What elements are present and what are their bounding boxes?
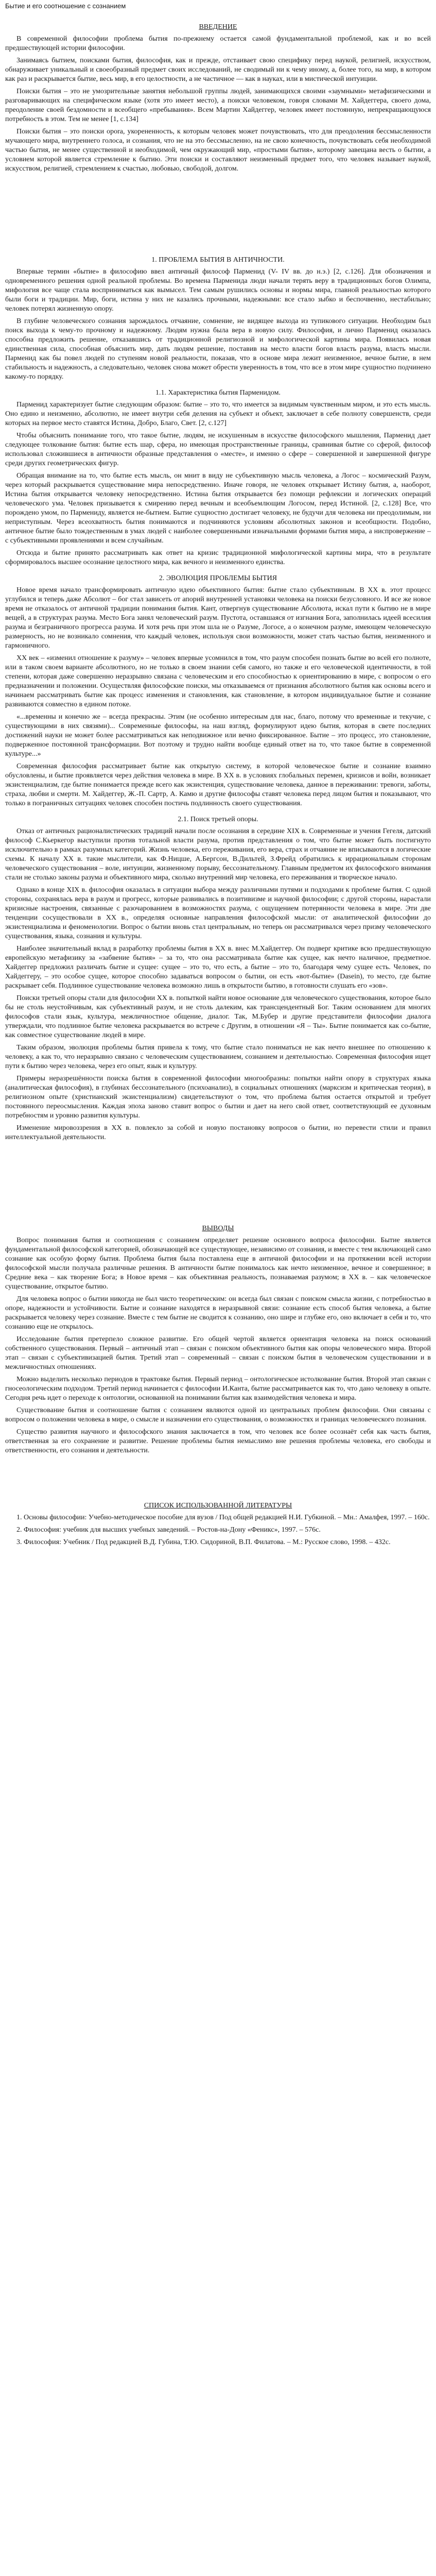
paragraph: Отсюда и бытие принято рассматривать как ответ на кризис традиционной мифологической картины мира, что в результате сформировалось высшее осознание целостного мира, как вечного и неизменного единства.: [5, 549, 431, 566]
reference-item: 3. Философия: Учебник / Под редакцией В.Д. Губина, Т.Ю. Сидориной, В.П. Филатова. – М.: Русское слово, 1998. – 432с.: [16, 1538, 391, 1546]
paragraph: Существо развития научного и философского знания заключается в том, что человек все более осознаёт себя как часть бытия, ответственная за его сохранение и развитие. Решение проблемы бытия немыслимо вне решения проблемы человека, его свободы и ответственности, его сознания и деятельности.: [5, 1428, 431, 1454]
paragraph: В глубине человеческого сознания зарождалось отчаяние, сомнение, не видящее выхода из тупикового ситуации. Необходим был поиск выхода к чему-то прочному и надежному. Людям нужна была вера в новую силу. Философия, и лично Парменид оказалась способна предложить решение, отказавшись от традиционной религиозной и мифологической картины мира. Появилась новая единственная сила, способная объяснить мир, дать людям решение, поставив на место власти богов власть разума, власть мысли. Парменид как бы повел людей по ступеням новой реальности, показав, что в основе мира лежит неизменное, вечное бытие, в нем стабильность и надежность, а следовательно, человек снова может обрести уверенность в том, что все в этом мире сущностно подчинено какому-то порядку.: [5, 317, 431, 381]
section-heading: СПИСОК ИСПОЛЬЗОВАННОЙ ЛИТЕРАТУРЫ: [144, 1502, 292, 1510]
section-heading: 2. ЭВОЛЮЦИЯ ПРОБЛЕМЫ БЫТИЯ: [159, 574, 277, 582]
paragraph: Примеры неразрешённости поиска бытия в современной философии многообразны: попытки найти опору в структурах языка (аналитическая философия), в глубинах бессознательного (психоанализ), в социальных отношениях (марксизм и критическая теория), в религиозном опыте (христианский экзистенциализм) свидетельствуют о том, что проблема бытия остается открытой и требует постоянного переосмысления. Каждая эпоха заново ставит вопрос о бытии и дает на него свой ответ, соответствующий ее духовным потребностям и уровню развития культуры.: [5, 1075, 431, 1120]
paragraph: «...временны и конечно же – всегда прекрасны. Этим (не особенно интересным для нас, благо, потому что временные и текучие, с существующими в них связями)... Современные философы, на наш взгляд, формулируют идею бытия, которая в свете последних достижений науки не может более рассматриваться как неподвижное или вечно фиксированное. Бытие – это процесс, это становление, подверженное постоянной трансформации. Вот поэтому и трудно найти вообще единый ответ на то, что такое бытие в современной культуре...»: [5, 713, 431, 758]
section-heading: ВЫВОДЫ: [202, 1225, 234, 1232]
paragraph: Чтобы объяснить понимание того, что такое бытие, людям, не искушенным в искусстве философского мышления, Парменид дает следующее толкование бытия: бытие есть шар, сфера, но имеющая пространственные границы, сравнивая бытие со сферой, философ использовал сложившиеся в античности образные представления о «месте», и именно о сфере – совершенной и завершенной фигуре среди других геометрических фигур.: [5, 432, 431, 467]
section-heading: 1. ПРОБЛЕМА БЫТИЯ В АНТИЧНОСТИ.: [151, 256, 285, 264]
paragraph: Современная философия рассматривает бытие как открытую систему, в которой человеческое бытие и сознание взаимно обусловлены, и бытие проявляется через действия человека в мире. В XX в. в условиях глобальных перемен, кризисов и войн, возникает экзистенциализм, где бытие понимается прежде всего как экзистенция, существование человека, данное в переживании: тревоги, заботы, страха, любви и смерти. М. Хайдеггер, Ж.-П. Сартр, А. Камю и другие философы ставят человека перед лицом бытия и показывают, что только в пограничных ситуациях человек способен постичь подлинность своего существования.: [5, 762, 431, 807]
paragraph: Можно выделить несколько периодов в трактовке бытия. Первый период – онтологическое истолкование бытия. Второй этап связан с гносеологическим подходом. Третий период начинается с философии И.Канта, бытие рассматривается как то, что дано человеку в опыте. Сегодня речь идет о переходе к онтологии, основанной на понимании бытия как взаимодействия человека и мира.: [5, 1376, 431, 1402]
paragraph: Поиски третьей опоры стали для философии XX в. попыткой найти новое основание для человеческого существования, которое было бы не столь неустойчивым, как субъективный разум, и не столь далеким, как трансцендентный Бог. Таким основанием для многих философов стали язык, культура, межличностное общение, диалог. Так, М.Бубер и другие представители философии диалога утверждали, что подлинное бытие человека раскрывается во встрече с Другим, в отношении «Я – Ты». Бытие понимается как со-бытие, как совместное существование людей в мире.: [5, 994, 431, 1039]
paragraph: Исследование бытия претерпело сложное развитие. Его общей чертой является ориентация человека на поиск оснований собственного существования. Первый – античный этап – связан с поиском объективного бытия как опоры человеческого мира. Второй этап – связан с субъективизацией бытия. Третий этап – современный – связан с поиском бытия в человеческом существовании и в межличностных отношениях.: [5, 1335, 431, 1371]
paragraph: Отказ от античных рационалистических традиций начали после осознания в середине XIX в. Современные и учения Гегеля, датский философ С.Кьеркегор выступили против тотальной власти разума, против представления о том, что бытие может быть постигнуто исключительно в рамках разумных категорий. Жизнь человека, его переживания, его вера, страх и отчаяние не вписываются в логические схемы. К началу XX в. такие мыслители, как Ф.Ницше, А.Бергсон, В.Дильтей, З.Фрейд обратились к иррациональным сторонам человеческого существования – воле, интуиции, жизненному порыву, бессознательному. Главным предметом их философского внимания стали не столько законы разума и объективного мира, сколько внутренний мир человека, его переживания и творческое начало.: [5, 827, 431, 882]
paragraph: Существование бытия и соотношение бытия с сознанием являются одной из центральных проблем философии. Они связаны с вопросом о положении человека в мире, о смысле и назначении его существования, о возможностях и границах человеческого познания.: [5, 1406, 431, 1423]
section-chapter-1: [5, 256, 431, 567]
paragraph: Впервые термин «бытие» в философию ввел античный философ Парменид (V- IV вв. до н.э.) [2, с.126]. Для обозначения и одновременного решения одной реальной проблемы. Во времена Парменида люди начали терять веру в традиционных богов Олимпа, мифология все чаще стала восприниматься как вымысел. Тем самым рушились основы и нормы мира, главной реальностью которого были боги и традиции. Мир, боги, истина у них не казались прочными, надежными: все стало зыбко и беспочвенно, нестабильно; человек потерял жизненную опору.: [5, 268, 431, 313]
paragraph: Однако в конце XIX в. философия оказалась в ситуации выбора между различными путями и подходами к проблеме бытия. С одной стороны, сохранялась вера в разум и прогресс, которые развивались в позитивизме и научной философии; с другой стороны, нарастали кризисные настроения, связанные с разочарованием в возможностях разума, с ощущением потерянности человека в мире. Эти две тенденции сосуществовали в XX в., определяя основные направления философской мысли: от аналитической философии до экзистенциализма и феноменологии. Вопрос о бытии вновь стал центральным, но теперь он рассматривался через призму человеческого существования, языка, сознания и культуры.: [5, 886, 431, 940]
paragraph: Вопрос понимания бытия и соотношения с сознанием определяет решение основного вопроса философии. Бытие является фундаментальной философской категорией, обозначающей все существующее, независимо от сознания, и вместе с тем включающей само сознание как особую форму бытия. Проблема бытия была поставлена еще в античной философии и на протяжении всей истории философской мысли получала различные решения. В античности бытие понималось как нечто неизменное, вечное и совершенное; в Средние века – как творение Бога; в Новое время – как объективная реальность, познаваемая разумом; в XX в. – как человеческое существование, открытое бытию.: [5, 1236, 431, 1291]
section-references: [5, 1502, 431, 1547]
subsection-heading: 2.1. Поиск третьей опоры.: [178, 816, 258, 823]
paragraph: Для человека вопрос о бытии никогда не был чисто теоретическим: он всегда был связан с поиском смысла жизни, с потребностью в опоре, надежности и устойчивости. Бытие и сознание находятся в неразрывной связи: сознание есть способ бытия человека, а бытие раскрывается человеку через сознание. Вместе с тем бытие не сводится к сознанию, оно шире и глубже его, оно включает в себя и то, что сознанию еще не открылось.: [5, 1295, 431, 1331]
paragraph: Обращая внимание на то, что бытие есть мысль, он мнит в виду не субъективную мысль человека, а Логос – космический Разум, через который раскрывается существование мира непосредственно. Иначе говоря, не человек открывает Истину бытия, а, наоборот, Истина бытия открывается человеку непосредственно. Истина бытия открывается без помощи рефлексии и логических операций человеческого ума. Человек призывается к смирению перед вечным и всеобъемлющим Логосом, перед Истиной. [2, с.128] Все, что порождено умом, по Пармениду, является не-бытием. Бытие сущностно достигает человеку, не будучи для человека ни преодолимым, ни неприступным. Через всеохватность бытия понимаются и подчиняются условиям абсолютных законов и всеобщности. Подобно, античное бытие было тождественным в умах людей с наиболее совершенными изначальными формами бытия мира, а ниспровержение – с субъективными проявлениями и всем случайным.: [5, 472, 431, 545]
reference-item: 1. Основы философии: Учебно-методическое пособие для вузов / Под общей редакцией Н.И. Губкиной. – Мн.: Амалфея, 1997. – 160с.: [16, 1514, 430, 1521]
page-gap: [5, 177, 431, 249]
paragraph: Парменид характеризует бытие следующим образом: бытие – это то, что имеется за видимым чувственным миром, и это есть мысль. Оно едино и неизменно, абсолютно, не имеет внутри себя деления на субъект и объект, заключает в себе полноту совершенств, среди которых на первое место ставятся Истина, Добро, Благо, Свет. [2, с.127]: [5, 401, 431, 427]
section-chapter-2: [5, 574, 431, 1142]
section-heading: ВВЕДЕНИЕ: [199, 23, 237, 31]
section-introduction: [5, 23, 431, 174]
paragraph: XX век – «изменил отношение к разуму» – человек впервые усомнился в том, что разум способен познать бытие во всей его полноте, или в таком своем варианте абсолютного, но не только в своем знании себя самого, но также и его человеческой идентичности, в той степени, которая даже совершенно неразрывно связана с человеческим и его способностью к ориентированию в мире, с вопросом о его предназначении и положении. Осуществляя философские поиски, мы отказываемся от признания абсолютного бытия как основы всего и начинаем рассматривать бытие как процесс изменения и становления, как становление, в котором индивидуальное бытие и сознание развиваются совместно в едином потоке.: [5, 654, 431, 708]
paragraph: Поиски бытия – это поиски opora, укорененность, к которым человек может почувствовать, что для преодоления бессмысленности мучающего мира, внутреннего голоса, и сознания, что не на это бессмысленно, на не свою конечность, почувствовать себя необходимой частью бытия, не менее существенной и необходимой, чем окружающий мир, «простыми бытия», которому завещана весть о бытии, а условием которой является стремление к бытию. Эти поиски и составляют неизменный предмет того, что человек называет наукой, искусством, религией, стремлением к счастью, любовью, свободой, долгом.: [5, 128, 431, 173]
reference-item: 2. Философия: учебник для высших учебных заведений. – Ростов-на-Дону «Феникс», 1997. – 576с.: [16, 1526, 321, 1534]
paragraph: Поиски бытия – это не умозрительные занятия небольшой группы людей, занимающихся своими «заумными» метафизическими и разговаривающих на специфическом языке (хотя это имеет место), а поиски человеком, говоря словами М. Хайдеггера, своего дома, преодоление своей бездомности и всеобщего «пребывания». Всем Мартин Хайдеггер, человек имеет постоянную, непрекращающуюся потребность в этом. Тем не менее [1, с.134]: [5, 88, 431, 123]
paragraph: Занимаясь бытием, поисками бытия, философия, как и прежде, отстаивает свою специфику перед наукой, религией, искусством, обнаруживает уникальный и своеобразный предмет своих исследований, не сводимый ни к чему иному, а, более того, на мир, в котором как раз и раскрывается бытие, весь мир, в его целостности, а не частичное — как в науках, или в мистической интуиции.: [5, 57, 431, 83]
document-title: Бытие и его соотношение с сознанием: [5, 2, 126, 10]
page-gap: [5, 1459, 431, 1495]
paragraph: Изменение мировоззрения в XX в. повлекло за собой и новую постановку вопросов о бытии, но перевести стили и правил интеллектуальной деятельности.: [5, 1124, 431, 1141]
subsection-heading: 1.1. Характеристика бытия Парменидом.: [155, 389, 281, 397]
section-conclusions: [5, 1225, 431, 1455]
paragraph: Таким образом, эволюция проблемы бытия привела к тому, что бытие стало пониматься не как нечто внешнее по отношению к человеку, а как то, что неразрывно связано с человеческим существованием, сознанием и деятельностью. Современная философия ищет пути к бытию через человека, через его опыт, язык и культуру.: [5, 1044, 431, 1070]
paragraph: В современной философии проблема бытия по-прежнему остается самой фундаментальной проблемой, как и во всей предшествующей истории философии.: [5, 35, 431, 52]
page-gap: [5, 1145, 431, 1217]
paragraph: Новое время начало трансформировать античную идею объективного бытия: бытие стало субъективным. В XX в. этот процесс углубился и теперь даже Абсолют – бог стал зависеть от апорий внутренней установки человека на поиски безусловного. И все же новое время не отказалось от античной традиции понимания бытия. Кант, отвергнув существование Абсолюта, искал пути к бытию не в мире вещей, а в структурах разума. Место Бога занял человеческий разум. Пустота, оставшаяся от изгнания Бога, заполнилась идеей всесилия разума и безграничного прогресса разума. И хотя речь при этом шла не о Разуме, Логосе, а о конечном разуме, имеющем человеческую размерность, но не возникало сомнения, что каждый человек, используя свои возможности, может стать частью бытия, неизменного и гармоничного.: [5, 586, 431, 650]
paragraph: Наиболее значительный вклад в разработку проблемы бытия в XX в. внес М.Хайдеггер. Он подверг критике всю предшествующую европейскую метафизику за «забвение бытия» – за то, что она рассматривала бытие как сущее, как нечто наличное, предметное. Хайдеггер предложил различать бытие и сущее: сущее – это то, что есть, а бытие – это то, благодаря чему сущее есть. Человек, по Хайдеггеру, – это особое сущее, которое способно задаваться вопросом о бытии, он есть «вот-бытие» (Dasein), то место, где бытие раскрывает себя. Подлинное существование человека возможно лишь в открытости бытию, в готовности слушать его «зов».: [5, 945, 431, 990]
